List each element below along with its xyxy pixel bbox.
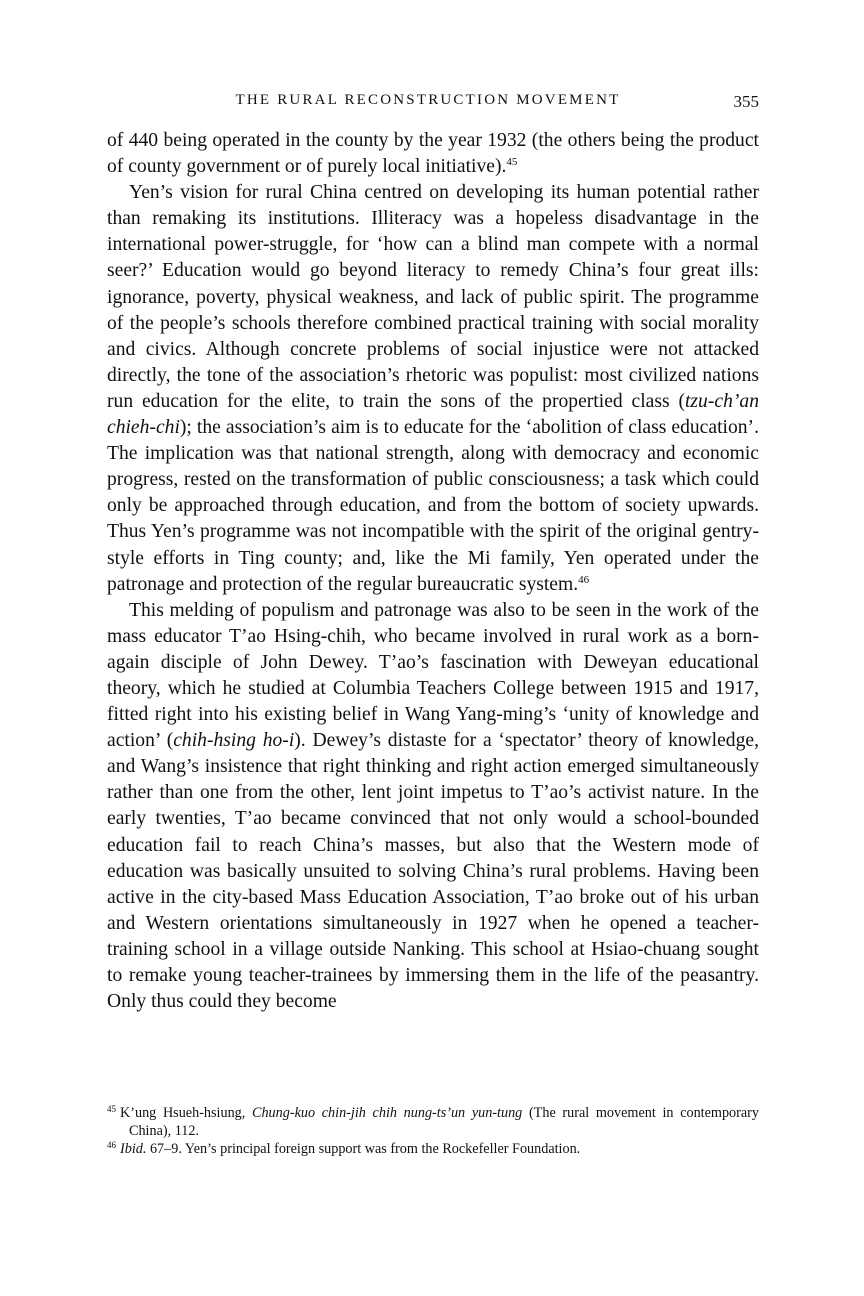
running-head-title: THE RURAL RECONSTRUCTION MOVEMENT [235,92,621,108]
romanized-term: Ibid. [120,1141,147,1157]
text-run: Yen’s vision for rural China centred on developing its human potential rather than remaking its institutions. Illiteracy was a hopeless disadvantage in the international power-struggle, for ‘how can a blind man compete with a normal seer?’ Education would go beyond literacy to remedy China’s four great ills: ignorance, poverty, physical weakness, and lack of public spirit. The programme of the people’s schools therefore combined practical training with social morality and civics. Although concrete problems of social injustice were not attacked directly, the tone of the association’s rhetoric was populist: most civilized nations run education for the elite, to train the sons of the propertied class ( [107,182,759,412]
running-head [107,92,759,118]
footnote-45 [107,1104,759,1140]
footnotes [107,1104,759,1158]
text-run: ). Dewey’s distaste for a ‘spectator’ theory of knowledge, and Wang’s insistence that right thinking and right action emerged simultaneously rather than one from the other, lent joint impetus to T’ao’s activist nature. In the early twenties, T’ao became convinced that not only would a school-bounded education fail to reach China’s masses, but also that the Western mode of education was basically unsuited to solving China’s rural problems. Having been active in the city-based Mass Education Association, T’ao broke out of his urban and Western orientations simultaneously in 1927 when he opened a teacher-training school in a village outside Nanking. This school at Hsiao-chuang sought to remake young teacher-trainees by immersing them in the life of the peasantry. Only thus could they become [107,730,759,1013]
romanized-term: chih-hsing ho-i [173,730,295,752]
text-run: This melding of populism and patronage was also to be seen in the work of the mass educator T’ao Hsing-chih, who became involved in rural work as a born-again disciple of John Dewey. T’ao’s fascination with Deweyan educational theory, which he studied at Columbia Teachers College between 1915 and 1917, fitted right into his existing belief in Wang Yang-ming’s ‘unity of knowledge and action’ ( [107,599,759,752]
book-page [107,92,759,1015]
footnote-number: 45 [107,1104,116,1114]
text-run: of 440 being operated in the county by the year 1932 (the others being the product of county government or of purely local initiative). [107,130,759,178]
page-number: 355 [733,92,759,111]
body-text [107,128,759,1015]
text-run: ); the association’s aim is to educate for the ‘abolition of class education’. The implication was that national strength, along with democracy and economic progress, rested on the transformation of public consciousness; a task which could only be approached through education, and from the bottom of society upwards. Thus Yen’s programme was not incompatible with the spirit of the original gentry-style efforts in Ting county; and, like the Mi family, Yen operated under the patronage and protection of the regular bureaucratic system. [107,417,759,595]
footnote-46 [107,1140,759,1158]
paragraph [107,598,759,1016]
text-run: K’ung Hsueh-hsiung, [120,1105,252,1121]
romanized-term: Chung-kuo chin-jih chih nung-ts’un yun-tung [252,1105,523,1121]
text-run: (The rural movement in contemporary China), 112. [129,1105,759,1139]
text-run: 67–9. Yen’s principal foreign support was from the Rockefeller Foundation. [146,1141,581,1157]
footnote-number: 46 [107,1140,116,1150]
romanized-term: tzu-ch’an chieh-chi [107,390,759,439]
paragraph [107,180,759,598]
footnote-reference: 45 [506,156,518,169]
paragraph [107,128,759,180]
footnote-reference: 46 [578,573,590,586]
